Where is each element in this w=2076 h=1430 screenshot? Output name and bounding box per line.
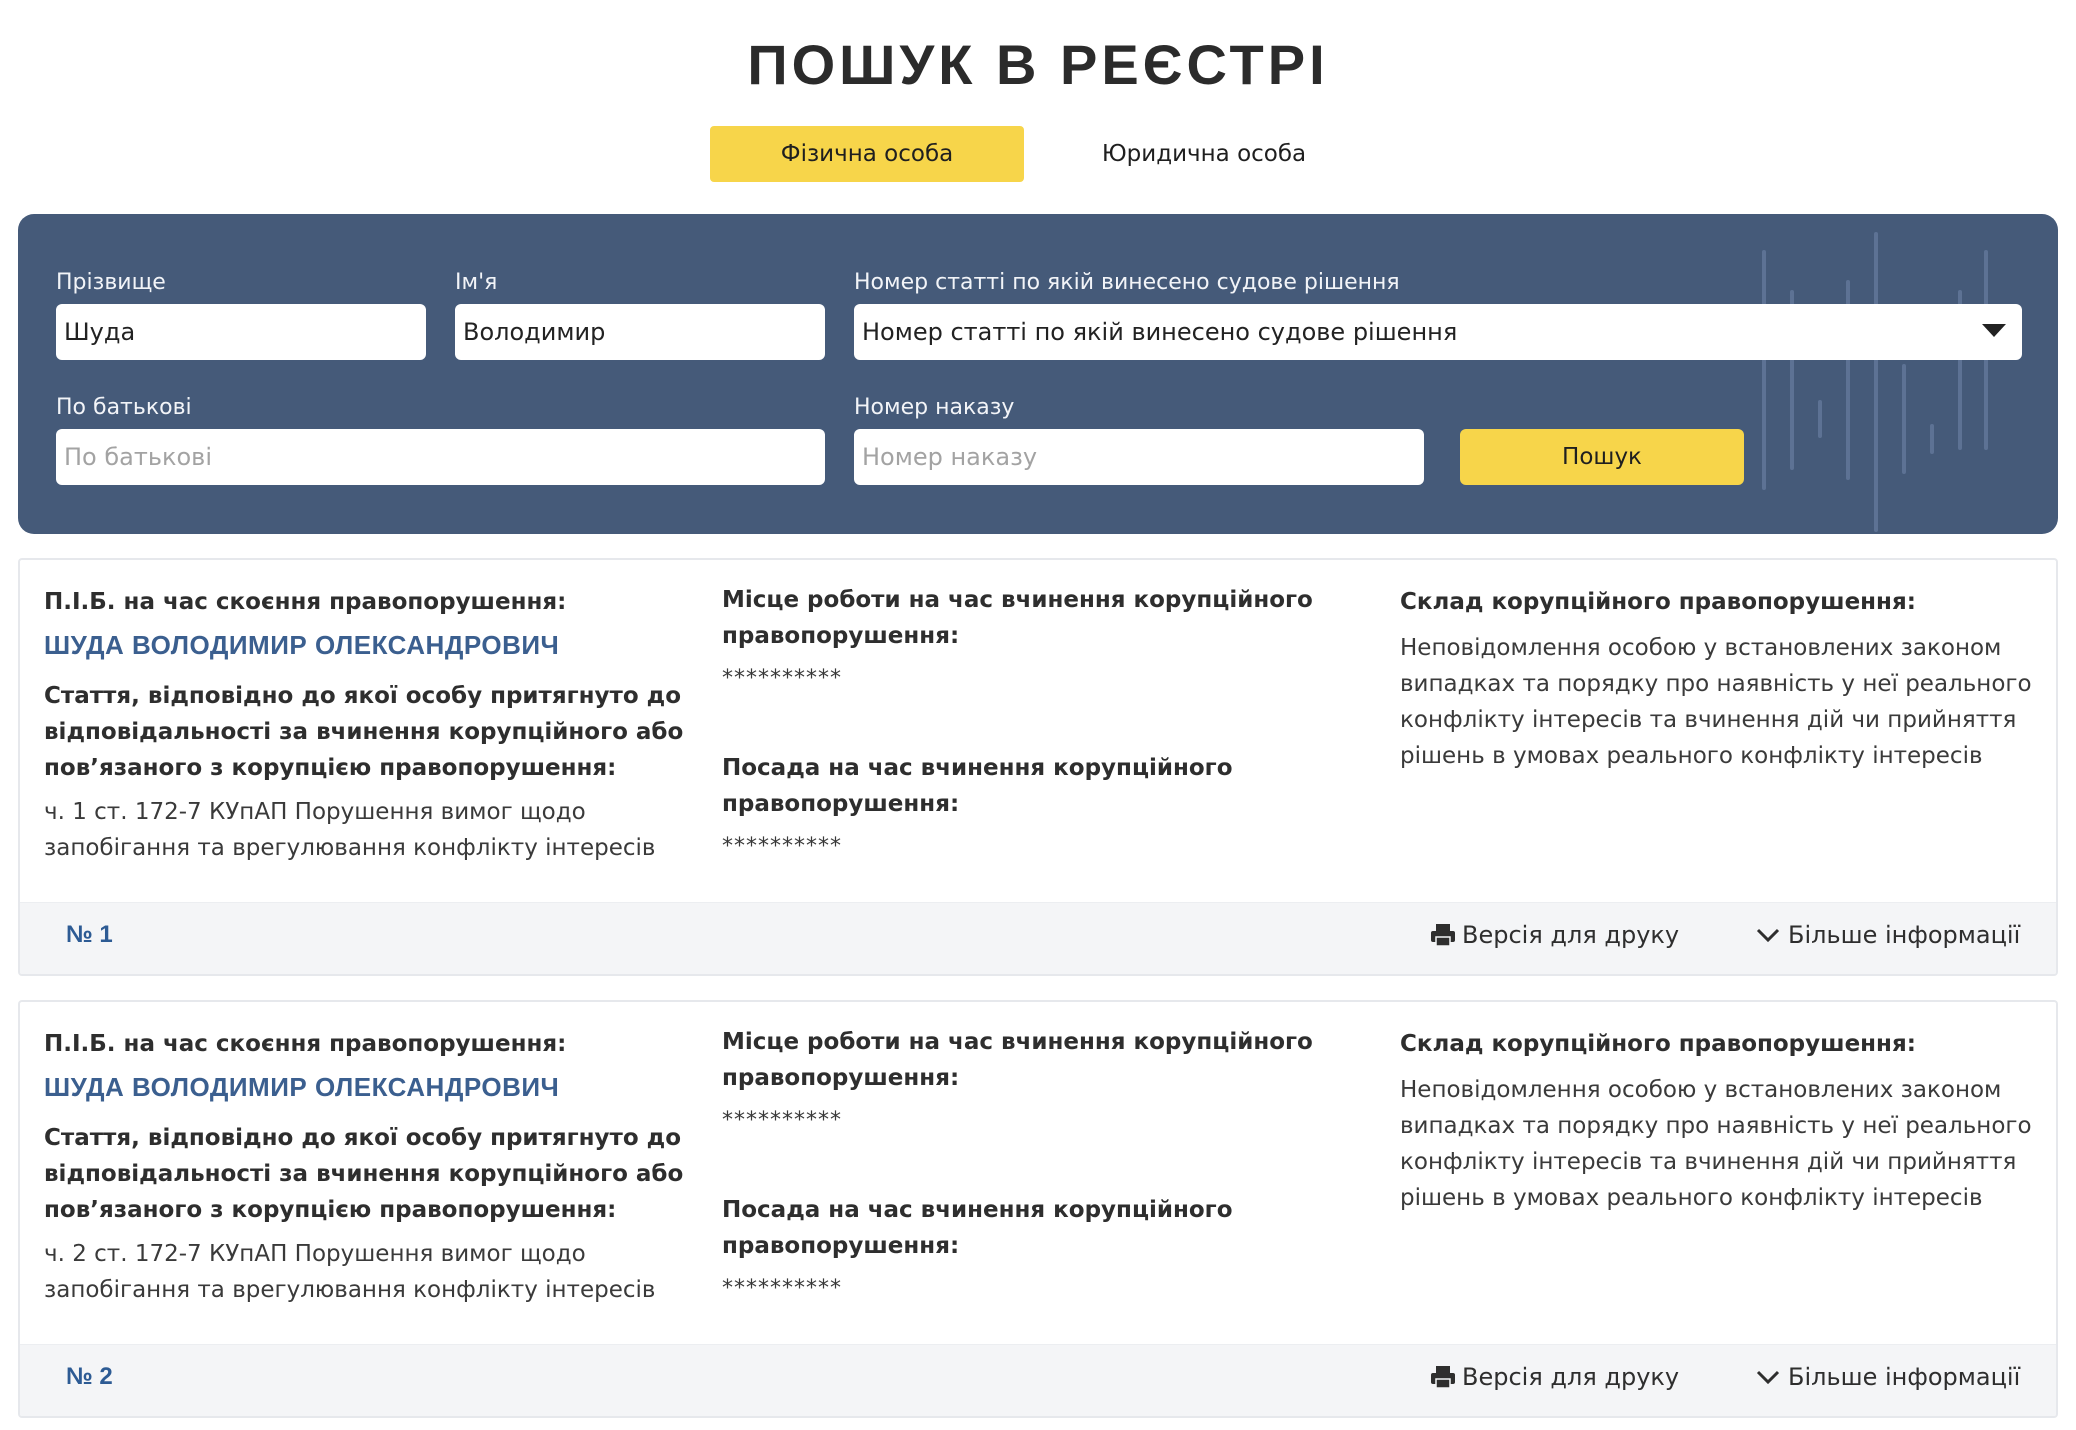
search-panel (18, 214, 2058, 534)
decorative-bars (1738, 214, 1998, 534)
tab-legal-entity[interactable]: Юридична особа (1101, 141, 1307, 167)
composition-value: Неповідомлення особою у встановлених законом випадках та порядку про наявність у неї реального конфлікту інтересів та вчинення дій чи прийняття рішень в умовах реального конфлікту інтересів (1400, 635, 2032, 769)
composition-value: Неповідомлення особою у встановлених законом випадках та порядку про наявність у неї реального конфлікту інтересів та вчинення дій чи прийняття рішень в умовах реального конфлікту інтересів (1400, 1077, 2032, 1211)
pib-label: П.І.Б. на час скоєння правопорушення: (44, 589, 567, 615)
position-label: Посада на час вчинення корупційного правопорушення: (722, 755, 1233, 817)
workplace-label: Місце роботи на час вчинення корупційного правопорушення: (722, 1029, 1313, 1091)
page-title: ПОШУК В РЕЄСТРІ (747, 33, 1329, 96)
patronymic-label: По батькові (56, 395, 192, 420)
article-heading: Стаття, відповідно до якої особу притягнуто до відповідальності за вчинення корупційного або пов’язаного з корупцією правопорушення: (44, 683, 684, 781)
name-input[interactable] (455, 304, 825, 360)
composition-label: Склад корупційного правопорушення: (1400, 589, 1916, 615)
result-card (18, 1000, 2058, 1418)
person-name-link[interactable]: ШУДА ВОЛОДИМИР ОЛЕКСАНДРОВИЧ (44, 630, 560, 660)
pib-label: П.І.Б. на час скоєння правопорушення: (44, 1031, 567, 1057)
surname-label: Прізвище (56, 270, 166, 295)
more-info-toggle[interactable] (1756, 921, 2020, 949)
search-button[interactable]: Пошук (1460, 429, 1744, 485)
article-select[interactable] (854, 304, 2022, 360)
printer-icon (1430, 923, 1456, 947)
card-footer (20, 1344, 2056, 1416)
article-label: Номер статті по якій винесено судове рішення (854, 270, 1400, 295)
printer-icon (1430, 1365, 1456, 1389)
article-select-value: Номер статті по якій винесено судове рішення (862, 318, 1458, 346)
surname-input[interactable] (56, 304, 426, 360)
print-version-link[interactable] (1430, 921, 1679, 949)
print-version-label: Версія для друку (1462, 1363, 1680, 1391)
article-value: ч. 2 ст. 172-7 КУпАП Порушення вимог щодо запобігання та врегулювання конфлікту інтересів (44, 1241, 656, 1303)
print-version-label: Версія для друку (1462, 921, 1680, 949)
composition-label: Склад корупційного правопорушення: (1400, 1031, 1916, 1057)
order-number-input[interactable] (854, 429, 1424, 485)
result-card (18, 558, 2058, 976)
order-label: Номер наказу (854, 395, 1015, 420)
position-value: ********** (722, 834, 842, 859)
person-name-link[interactable]: ШУДА ВОЛОДИМИР ОЛЕКСАНДРОВИЧ (44, 1072, 560, 1102)
more-info-label: Більше інформації (1788, 921, 2021, 949)
chevron-down-icon (1982, 324, 2006, 337)
position-value: ********** (722, 1276, 842, 1301)
workplace-label: Місце роботи на час вчинення корупційного правопорушення: (722, 587, 1313, 649)
article-heading: Стаття, відповідно до якої особу притягнуто до відповідальності за вчинення корупційного або пов’язаного з корупцією правопорушення: (44, 1125, 684, 1223)
patronymic-input[interactable] (56, 429, 825, 485)
more-info-label: Більше інформації (1788, 1363, 2021, 1391)
chevron-down-icon (1756, 927, 1780, 943)
more-info-toggle[interactable] (1756, 1363, 2020, 1391)
card-footer (20, 902, 2056, 974)
position-label: Посада на час вчинення корупційного правопорушення: (722, 1197, 1233, 1259)
article-value: ч. 1 ст. 172-7 КУпАП Порушення вимог щодо запобігання та врегулювання конфлікту інтересів (44, 799, 656, 861)
print-version-link[interactable] (1430, 1363, 1679, 1391)
workplace-value: ********** (722, 666, 842, 691)
chevron-down-icon (1756, 1369, 1780, 1385)
workplace-value: ********** (722, 1108, 842, 1133)
record-number: № 2 (66, 1363, 113, 1390)
record-number: № 1 (66, 921, 113, 948)
person-type-tabs (710, 126, 1362, 182)
tab-individual[interactable]: Фізична особа (710, 126, 1024, 182)
name-label: Ім'я (455, 270, 498, 295)
